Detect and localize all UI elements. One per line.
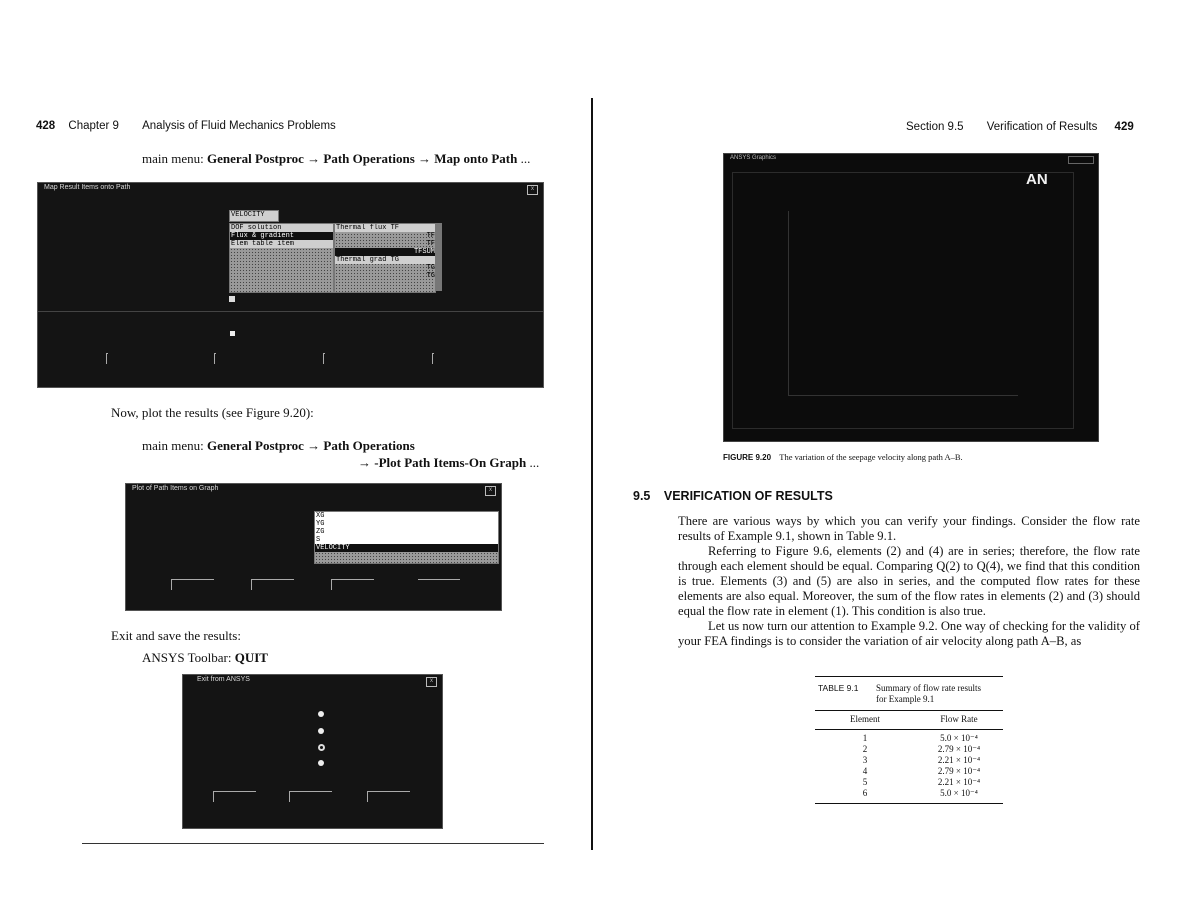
map-result-dialog (37, 182, 544, 388)
chapter-title: Analysis of Fluid Mechanics Problems (142, 120, 336, 132)
figure-caption (723, 452, 963, 462)
table-row (815, 744, 1003, 755)
flow-rate-cell: 2.21 × 10⁻⁴ (937, 754, 981, 765)
table-9-1 (815, 676, 1003, 804)
checkbox-icon[interactable] (229, 296, 235, 302)
body-paragraph-3: Let us now turn our attention to Example 9.2. One way of checking for the validity of your FEA findings is to consider the variation of air velocity along path A–B, as (678, 619, 1140, 648)
list-item[interactable]: VELOCITY (315, 544, 498, 552)
arrow-icon: → (418, 151, 432, 166)
list-item[interactable]: Elem table item (230, 240, 333, 248)
section-label: Section 9.5 (906, 121, 964, 133)
list-item[interactable]: Thermal flux TF (335, 224, 435, 232)
close-icon[interactable]: x (485, 486, 496, 496)
para-plot: Now, plot the results (see Figure 9.20): (111, 405, 314, 420)
element-cell: 5 (862, 777, 868, 787)
window-controls[interactable] (1068, 156, 1094, 164)
dialog-title: Plot of Path Items on Graph (132, 485, 219, 492)
dialog-title: Exit from ANSYS (197, 676, 250, 683)
radio-quit-no-save[interactable] (318, 760, 324, 766)
plot-path-dialog (125, 483, 502, 611)
menu-step-path-operations: Path Operations (323, 151, 415, 166)
page-spine (591, 98, 593, 850)
list-hatch (315, 552, 498, 563)
list-item[interactable]: TG (426, 264, 435, 272)
flow-rate-cell: 5.0 × 10⁻⁴ (940, 732, 978, 743)
list-item[interactable]: TF (426, 240, 435, 248)
close-icon[interactable]: x (426, 677, 437, 687)
table-caption-line2: for Example 9.1 (876, 694, 935, 704)
toolbar-prefix: ANSYS Toolbar: (142, 650, 232, 665)
menu-step-plot-path-items: -Plot Path Items-On Graph (374, 455, 527, 470)
cancel-button[interactable] (331, 579, 374, 590)
section-heading (633, 489, 833, 503)
header-element: Element (850, 714, 880, 725)
arrow-icon: → (307, 438, 321, 453)
category-listbox[interactable] (229, 223, 334, 293)
table-label: TABLE 9.1 (818, 683, 859, 693)
menu-path-plot-line2 (358, 455, 539, 471)
figure-label: FIGURE 9.20 (723, 453, 772, 462)
element-cell: 2 (862, 744, 868, 754)
left-page-number: 428 (36, 120, 56, 132)
ok-button[interactable] (213, 791, 256, 802)
cancel-button[interactable] (323, 353, 325, 364)
table-caption (815, 683, 1003, 705)
list-item[interactable]: Thermal grad TG (335, 256, 435, 264)
element-cell: 6 (862, 788, 868, 798)
element-cell: 4 (862, 766, 868, 776)
ok-button[interactable] (106, 353, 108, 364)
menu-prefix: main menu: (142, 151, 204, 166)
item-listbox[interactable] (334, 223, 436, 293)
list-item[interactable]: DOF solution (230, 224, 333, 232)
heading-number: 9.5 (633, 489, 651, 503)
table-row (815, 733, 1003, 744)
help-button[interactable] (418, 579, 460, 590)
arrow-icon: → (358, 455, 371, 470)
header-flow-rate: Flow Rate (940, 714, 978, 725)
velocity-label: VELOCITY (231, 211, 265, 219)
help-button[interactable] (367, 791, 410, 802)
toolbar-quit-line (142, 650, 268, 666)
radio-save-geom-loads[interactable] (318, 728, 324, 734)
table-row (815, 766, 1003, 777)
list-item[interactable]: ZG (316, 528, 325, 536)
list-item[interactable]: XG (316, 512, 325, 520)
radio-save-everything[interactable] (318, 744, 325, 751)
x-axis (788, 395, 1018, 396)
velocity-field[interactable] (229, 210, 279, 222)
flow-rate-cell: 5.0 × 10⁻⁴ (940, 787, 978, 798)
flow-rate-table (815, 714, 1003, 725)
radio-save-geom[interactable] (318, 711, 324, 717)
list-item[interactable]: YG (316, 520, 325, 528)
close-icon[interactable]: x (527, 185, 538, 195)
ellipsis: ... (520, 151, 531, 166)
element-cell: 3 (862, 755, 868, 765)
flow-rate-cell: 2.79 × 10⁻⁴ (937, 765, 981, 776)
divider (38, 311, 543, 312)
menu-step-path-operations: Path Operations (323, 438, 415, 453)
figure-text: The variation of the seepage velocity along path A–B. (779, 452, 963, 462)
menu-prefix: main menu: (142, 438, 204, 453)
list-item[interactable]: TG (426, 272, 435, 280)
arrow-icon: → (307, 151, 321, 166)
table-bottom-rule (815, 803, 1003, 804)
exit-dialog (182, 674, 443, 829)
table-caption-text (876, 683, 981, 705)
list-item[interactable]: Flux & gradient (230, 232, 333, 240)
body-paragraph-2: Referring to Figure 9.6, elements (2) and (4) are in series; therefore, the flow rate through each element should be equal. Comparing Q(2) to Q(4), we find that this condition is true. Elements (3) and (5) are also in series, and the computed flow rates for these elements are also equal. Moreover, the sum of the flow rates in elements (2) and (3) should equal the flow rate in element (1). This condition is also true. (678, 544, 1140, 618)
graphics-title: ANSYS Graphics (730, 155, 777, 161)
table-header-rule (815, 729, 1003, 730)
scrollbar[interactable] (436, 223, 442, 291)
section-title: Verification of Results (986, 121, 1098, 133)
menu-path-plot (142, 438, 415, 454)
table-row (815, 777, 1003, 788)
path-items-listbox[interactable] (314, 511, 499, 564)
list-item[interactable]: TF (426, 232, 435, 240)
list-item[interactable]: S (316, 536, 321, 544)
table-row (815, 755, 1003, 766)
menu-step-general-postproc: General Postproc (207, 438, 304, 453)
table-row (815, 788, 1003, 799)
quit-command: QUIT (234, 650, 268, 665)
body-paragraph-1: There are various ways by which you can verify your findings. Consider the flow rate results of Example 9.1, shown in Table 9.1. (678, 514, 1140, 543)
heading-title: VERIFICATION OF RESULTS (663, 489, 833, 503)
right-page-number: 429 (1114, 121, 1134, 133)
apply-button[interactable] (214, 353, 216, 364)
menu-step-map-onto-path: Map onto Path (434, 151, 518, 166)
right-page-header (906, 121, 1134, 133)
menu-step-general-postproc: General Postproc (207, 151, 304, 166)
list-item[interactable]: TFSUM (335, 248, 435, 256)
table-header-row (815, 714, 1003, 725)
ellipsis: ... (529, 455, 540, 470)
apply-button[interactable] (251, 579, 294, 590)
flow-rate-cell: 2.79 × 10⁻⁴ (937, 743, 981, 754)
table-top-rule (815, 676, 1003, 677)
element-cell: 1 (862, 733, 868, 743)
menu-path-map (142, 151, 530, 167)
left-page-header (36, 120, 336, 132)
cancel-button[interactable] (289, 791, 332, 802)
dialog-title: Map Result Items onto Path (44, 184, 131, 191)
y-axis (788, 211, 789, 396)
graph-area (732, 172, 1074, 429)
flow-rate-cell: 2.21 × 10⁻⁴ (937, 776, 981, 787)
para-exit: Exit and save the results: (111, 628, 241, 643)
chapter-label: Chapter 9 (68, 120, 119, 132)
ok-button[interactable] (171, 579, 214, 590)
help-button[interactable] (432, 353, 434, 364)
left-page-rule (82, 843, 544, 844)
table-caption-line1: Summary of flow rate results (876, 683, 981, 693)
table-caption-rule (815, 710, 1003, 711)
flow-rate-body (815, 733, 1003, 799)
ansys-graphics-window (723, 153, 1099, 442)
radio-icon[interactable] (230, 331, 235, 336)
ansys-logo: AN (1026, 171, 1048, 188)
